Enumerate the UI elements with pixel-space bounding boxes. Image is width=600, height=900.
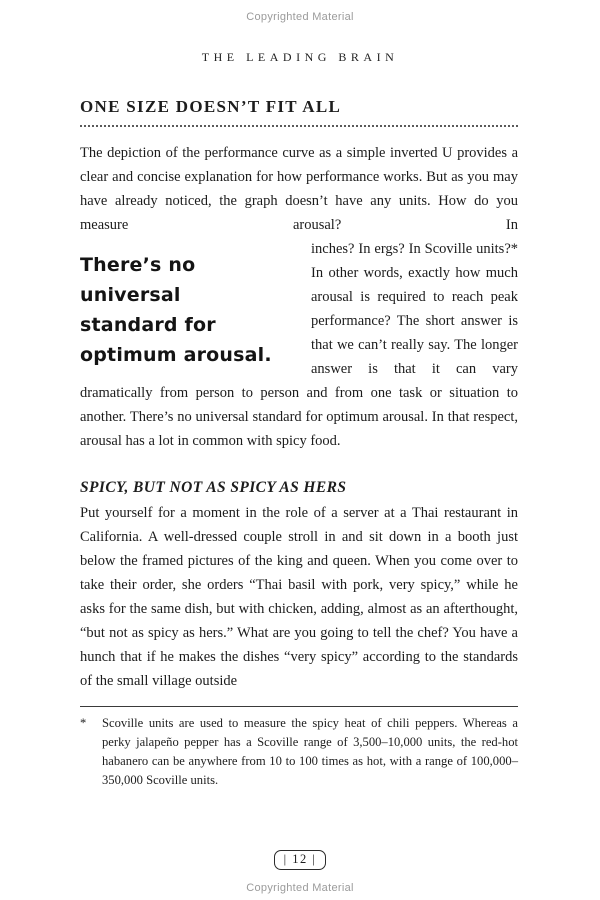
page-number: | 12 | — [274, 850, 327, 870]
pull-quote-line: universal — [80, 284, 181, 306]
footnote-marker: * — [80, 716, 87, 730]
page-number-container — [0, 850, 600, 870]
body-paragraph: Put yourself for a moment in the role of a server at a Thai restaurant in California. A well-dressed couple stroll in and sit down in a booth just below the framed pictures of the king and queen. When you come over to take their order, she orders “Thai basil with pork, very spicy,” while he asks for the same dish, but with chicken, adding, almost as an afterthought, “but not as spicy as hers.” What are you going to tell the chef? You have a hunch that if he makes the dishes “very spicy” according to the standards of the small village outside — [80, 505, 518, 689]
body-paragraph-wrap-text: inches? In ergs? In Scoville units?* In other words, exactly how much arousal is required to reach peak performance? The short answer is that we can’t really say. The longer answer is that it can vary dramatically from person to person and from one task or situation to another. There’s no universal standard for optimum arousal. In that respect, arousal has a lot in common with spicy food. — [80, 241, 518, 449]
subsection-heading: SPICY, BUT NOT AS SPICY AS HERS — [80, 479, 347, 496]
footnote — [80, 714, 518, 790]
copyright-notice-bottom: Copyrighted Material — [246, 882, 354, 894]
copyright-notice-top: Copyrighted Material — [246, 11, 354, 23]
footnote-divider — [80, 706, 518, 707]
footnote-text: Scoville units are used to measure the spicy heat of chili peppers. Whereas a perky jalapeño pepper has a Scoville range of 3,500–10,000 units, the red-hot habanero can be anywhere from 10 to 100 times as hot, with a range of 100,000–350,000 Scoville units. — [102, 716, 518, 787]
section-heading: ONE SIZE DOESN’T FIT ALL — [80, 97, 518, 127]
pull-quote-line: standard for — [80, 314, 216, 336]
pull-quote — [80, 250, 296, 370]
pull-quote-line: optimum arousal. — [80, 344, 272, 366]
pull-quote-line: There’s no — [80, 254, 196, 276]
body-paragraph-start: The depiction of the performance curve as a simple inverted U provides a clear and concise explanation for how performance works. But as you may have already noticed, the graph doesn’t have any units. How do you measure arousal? In — [80, 145, 518, 233]
running-header: THE LEADING BRAIN — [201, 50, 399, 64]
page-content — [0, 97, 600, 790]
body-paragraph-wrap — [80, 237, 518, 453]
